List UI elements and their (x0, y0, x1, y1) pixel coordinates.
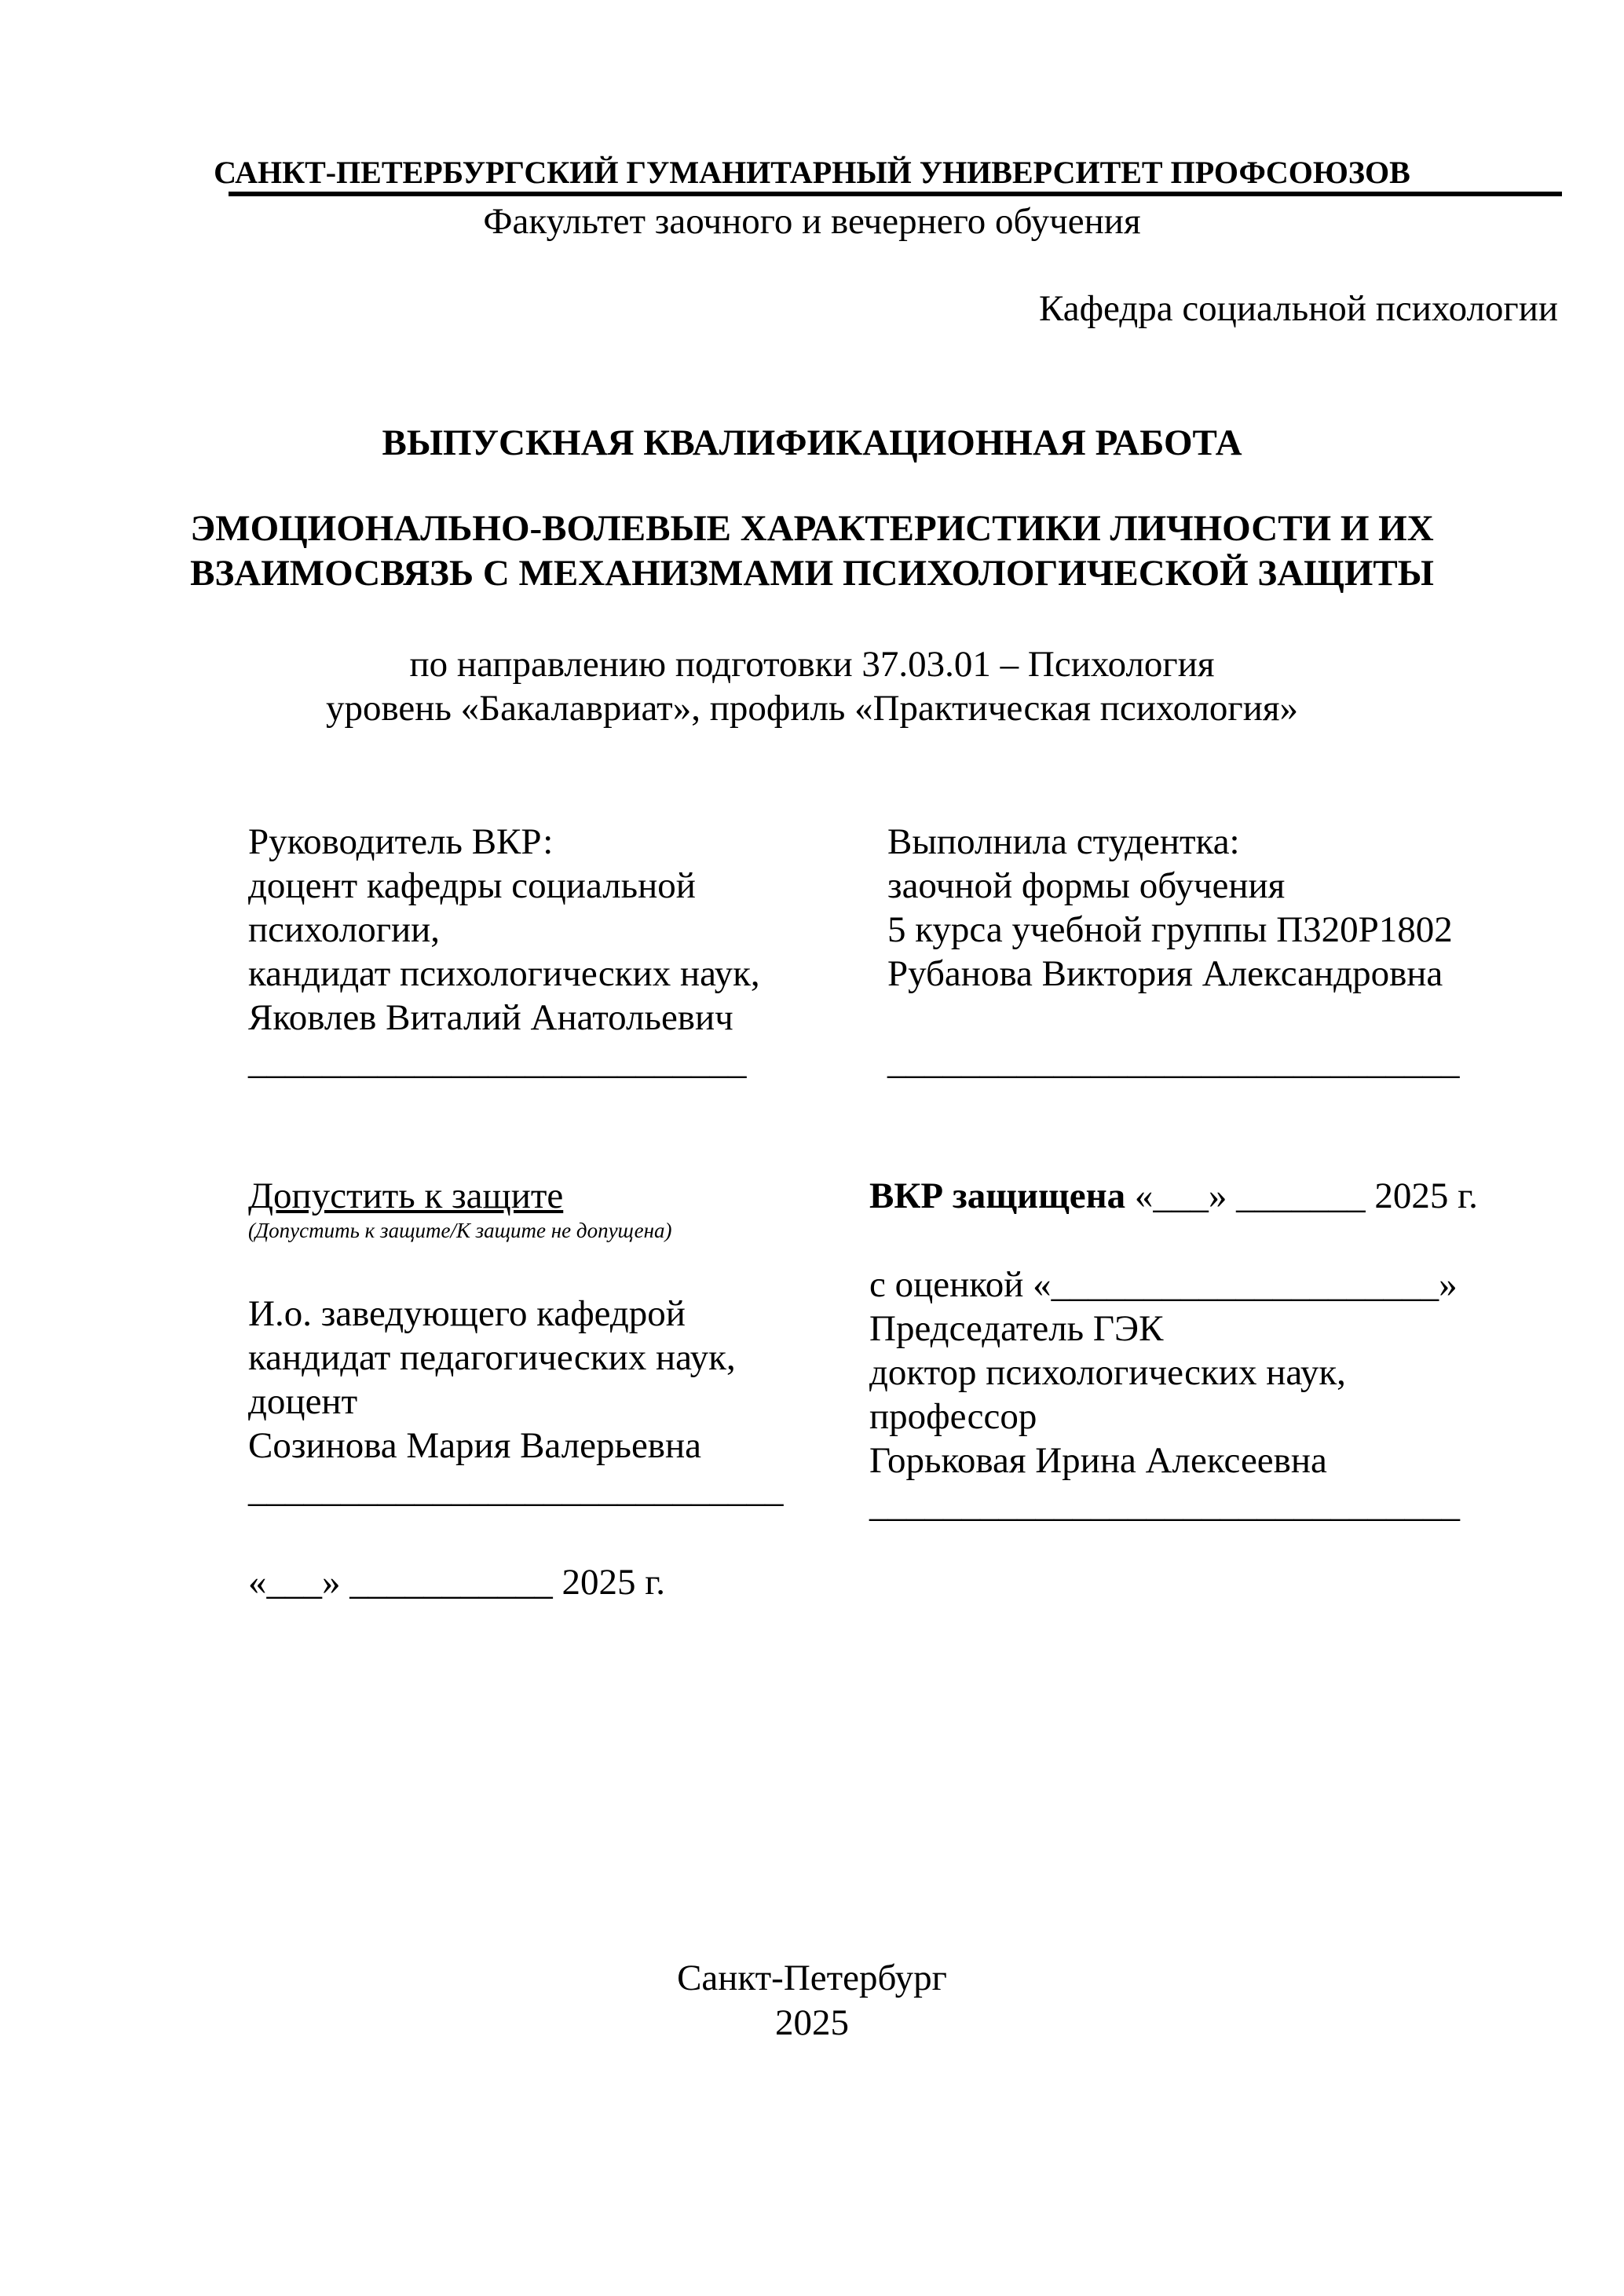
commission-line: доктор психологических наук, (869, 1352, 1346, 1393)
topic-line-2: ВЗАИМОСВЯЗЬ С МЕХАНИЗМАМИ ПСИХОЛОГИЧЕСКОЙ ЗАЩИТЫ (190, 553, 1434, 594)
year: 2025 (775, 2002, 849, 2043)
admission-decision: Допустить к защите (248, 1175, 564, 1216)
faculty-name: Факультет заочного и вечернего обучения (483, 201, 1141, 242)
admission-hint: (Допустить к защите/К защите не допущена) (248, 1219, 672, 1242)
supervisor-line: Руководитель ВКР: (248, 821, 554, 862)
student-line: заочной формы обучения (887, 865, 1286, 906)
work-type-heading: ВЫПУСКНАЯ КВАЛИФИКАЦИОННАЯ РАБОТА (382, 422, 1242, 463)
admission-date: «___» ___________ 2025 г. (248, 1562, 665, 1603)
defended-date: «___» _______ 2025 г. (1125, 1175, 1478, 1216)
university-name: САНКТ-ПЕТЕРБУРГСКИЙ ГУМАНИТАРНЫЙ УНИВЕРСИТЕТ ПРОФСОЮЗОВ (214, 155, 1410, 190)
header-divider (229, 192, 1562, 196)
direction-line: по направлению подготовки 37.03.01 – Психология (409, 644, 1215, 685)
grade-line: с оценкой «_____________________» (869, 1264, 1458, 1305)
supervisor-name: Яковлев Виталий Анатольевич (248, 997, 733, 1038)
student-line: 5 курса учебной группы П320Р1802 (887, 909, 1453, 950)
commission-line: профессор (869, 1396, 1037, 1437)
head-signature-line: _____________________________ (248, 1469, 784, 1510)
department-name: Кафедра социальной психологии (1039, 288, 1558, 329)
chair-name: Горьковая Ирина Алексеевна (869, 1440, 1327, 1481)
defended-label: ВКР защищена (869, 1175, 1126, 1216)
topic-line-1: ЭМОЦИОНАЛЬНО-ВОЛЕВЫЕ ХАРАКТЕРИСТИКИ ЛИЧНОСТИ И ИХ (190, 508, 1434, 549)
student-name: Рубанова Виктория Александровна (887, 953, 1443, 994)
head-line: И.о. заведующего кафедрой (248, 1293, 686, 1334)
supervisor-line: кандидат психологических наук, (248, 953, 760, 994)
commission-line: Председатель ГЭК (869, 1308, 1164, 1349)
chair-signature-line: ________________________________ (869, 1484, 1460, 1525)
head-line: доцент (248, 1381, 358, 1422)
supervisor-line: доцент кафедры социальной (248, 865, 696, 906)
head-line: кандидат педагогических наук, (248, 1337, 736, 1378)
supervisor-signature-line: ___________________________ (248, 1041, 747, 1082)
student-line: Выполнила студентка: (887, 821, 1240, 862)
student-block (887, 820, 1460, 1084)
head-name: Созинова Мария Валерьевна (248, 1425, 702, 1466)
defense-status (869, 1174, 1478, 1218)
level-line: уровень «Бакалавриат», профиль «Практическая психология» (326, 688, 1298, 729)
supervisor-block (248, 820, 760, 1084)
student-signature-line: _______________________________ (887, 1041, 1460, 1082)
supervisor-line: психологии, (248, 909, 441, 950)
head-of-department-block (248, 1292, 784, 1512)
commission-block (869, 1263, 1460, 1526)
city: Санкт-Петербург (677, 1958, 947, 1998)
